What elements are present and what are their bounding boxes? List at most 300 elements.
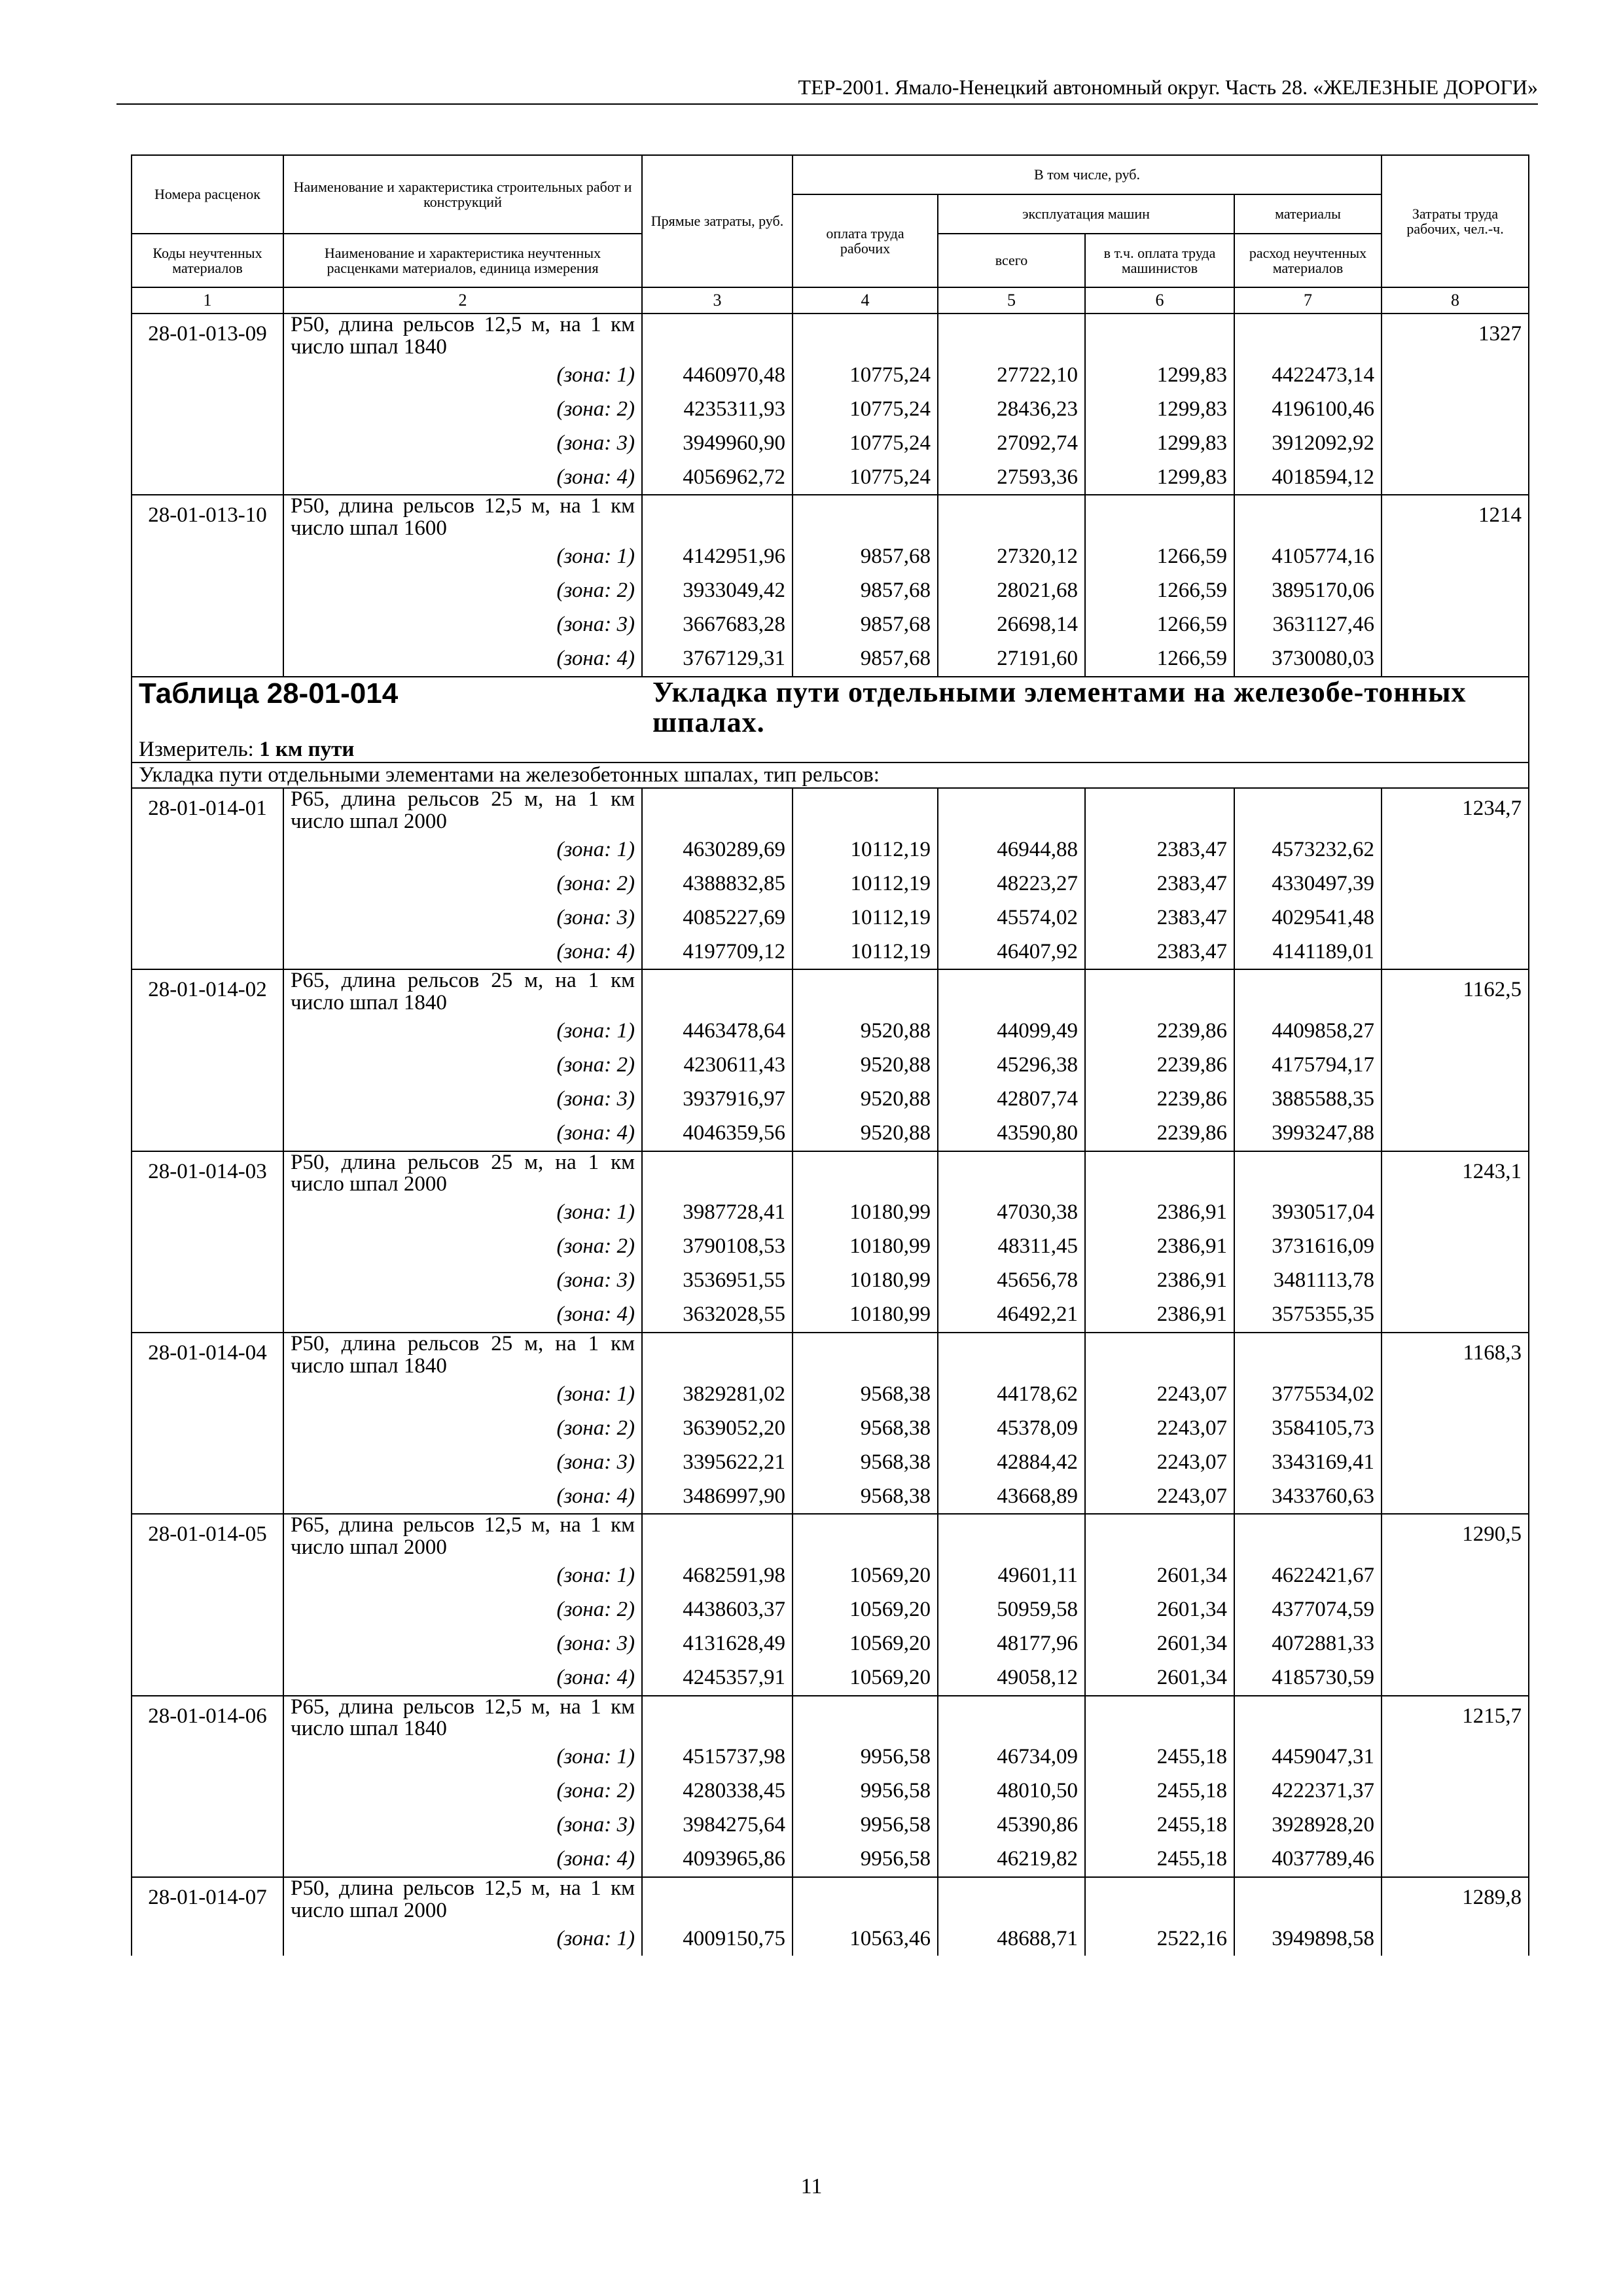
zone-row xyxy=(132,867,1529,901)
worker-pay: 9520,88 xyxy=(793,1117,938,1151)
zone-row xyxy=(132,460,1529,495)
zone-row xyxy=(132,1774,1529,1808)
machines-total: 49058,12 xyxy=(938,1661,1085,1696)
empty-cell xyxy=(938,1333,1085,1377)
empty-cell xyxy=(793,1696,938,1740)
empty-cell xyxy=(132,642,283,677)
machines-total: 48177,96 xyxy=(938,1627,1085,1661)
rate-header-row xyxy=(132,1514,1529,1558)
col-number: 4 xyxy=(793,287,938,314)
direct-cost: 3395622,21 xyxy=(642,1445,793,1479)
zone-row xyxy=(132,426,1529,460)
zone-row xyxy=(132,1445,1529,1479)
rate-title: Р50, длина рельсов 12,5 м, на 1 км число шпал 1840 xyxy=(283,314,642,358)
worker-pay: 10775,24 xyxy=(793,426,938,460)
zone-row xyxy=(132,1264,1529,1298)
direct-cost: 4388832,85 xyxy=(642,867,793,901)
rate-title: Р50, длина рельсов 25 м, на 1 км число шпал 2000 xyxy=(283,1151,642,1196)
table-caption: Укладка пути отдельными элементами на железобе-тонных шпалах. xyxy=(652,675,1467,738)
empty-cell xyxy=(132,867,283,901)
operator-pay: 1266,59 xyxy=(1085,574,1234,608)
worker-pay: 9568,38 xyxy=(793,1445,938,1479)
zone-label: (зона: 1) xyxy=(283,1377,642,1411)
col-number: 8 xyxy=(1382,287,1529,314)
empty-cell xyxy=(938,314,1085,358)
empty-cell xyxy=(132,1049,283,1083)
operator-pay: 2239,86 xyxy=(1085,1083,1234,1117)
empty-cell xyxy=(642,1696,793,1740)
machines-total: 28436,23 xyxy=(938,392,1085,426)
empty-cell xyxy=(132,1842,283,1877)
col-number: 3 xyxy=(642,287,793,314)
machines-total: 50959,58 xyxy=(938,1593,1085,1627)
zone-label: (зона: 4) xyxy=(283,1117,642,1151)
zone-label: (зона: 2) xyxy=(283,867,642,901)
materials-cost: 3993247,88 xyxy=(1234,1117,1382,1151)
col-header-machines: эксплуатация машин xyxy=(938,194,1234,234)
empty-cell xyxy=(1382,358,1529,392)
worker-pay: 9857,68 xyxy=(793,642,938,677)
zone-row xyxy=(132,1479,1529,1514)
direct-cost: 3933049,42 xyxy=(642,574,793,608)
operator-pay: 2243,07 xyxy=(1085,1479,1234,1514)
empty-cell xyxy=(1382,1627,1529,1661)
empty-cell xyxy=(1382,1196,1529,1230)
worker-pay: 10563,46 xyxy=(793,1922,938,1956)
materials-cost: 4141189,01 xyxy=(1234,935,1382,969)
rate-header-row xyxy=(132,1151,1529,1196)
zone-row xyxy=(132,608,1529,642)
empty-cell xyxy=(793,1514,938,1558)
direct-cost: 3639052,20 xyxy=(642,1411,793,1445)
col-header-group: В том числе, руб. xyxy=(793,155,1382,194)
machines-total: 27092,74 xyxy=(938,426,1085,460)
machines-total: 28021,68 xyxy=(938,574,1085,608)
operator-pay: 2601,34 xyxy=(1085,1627,1234,1661)
empty-cell xyxy=(938,788,1085,833)
rates-table xyxy=(131,154,1529,1956)
rate-header-row xyxy=(132,1333,1529,1377)
operator-pay: 2601,34 xyxy=(1085,1661,1234,1696)
zone-label: (зона: 1) xyxy=(283,833,642,867)
empty-cell xyxy=(132,833,283,867)
empty-cell xyxy=(642,788,793,833)
worker-pay: 9956,58 xyxy=(793,1808,938,1842)
operator-pay: 2243,07 xyxy=(1085,1445,1234,1479)
worker-pay: 10180,99 xyxy=(793,1230,938,1264)
direct-cost: 4197709,12 xyxy=(642,935,793,969)
rate-title: Р50, длина рельсов 25 м, на 1 км число шпал 1840 xyxy=(283,1333,642,1377)
machines-total: 42807,74 xyxy=(938,1083,1085,1117)
zone-label: (зона: 2) xyxy=(283,574,642,608)
empty-cell xyxy=(793,314,938,358)
operator-pay: 2386,91 xyxy=(1085,1230,1234,1264)
rate-code: 28-01-013-10 xyxy=(132,495,283,539)
empty-cell xyxy=(1085,1877,1234,1922)
empty-cell xyxy=(938,1514,1085,1558)
empty-cell xyxy=(132,1445,283,1479)
materials-cost: 4175794,17 xyxy=(1234,1049,1382,1083)
empty-cell xyxy=(938,1696,1085,1740)
col-header-material-codes: Коды неучтенных материалов xyxy=(132,234,283,287)
rate-header-row xyxy=(132,1877,1529,1922)
machines-total: 46219,82 xyxy=(938,1842,1085,1877)
materials-cost: 3731616,09 xyxy=(1234,1230,1382,1264)
labor-cost: 1234,7 xyxy=(1382,788,1529,833)
zone-label: (зона: 4) xyxy=(283,935,642,969)
empty-cell xyxy=(132,1559,283,1593)
rate-title: Р50, длина рельсов 12,5 м, на 1 км число шпал 1600 xyxy=(283,495,642,539)
empty-cell xyxy=(1085,1151,1234,1196)
machines-total: 47030,38 xyxy=(938,1196,1085,1230)
operator-pay: 1299,83 xyxy=(1085,392,1234,426)
worker-pay: 9857,68 xyxy=(793,574,938,608)
rate-header-row xyxy=(132,314,1529,358)
machines-total: 44178,62 xyxy=(938,1377,1085,1411)
direct-cost: 4085227,69 xyxy=(642,901,793,935)
materials-cost: 4622421,67 xyxy=(1234,1559,1382,1593)
operator-pay: 2239,86 xyxy=(1085,1117,1234,1151)
zone-label: (зона: 1) xyxy=(283,1559,642,1593)
empty-cell xyxy=(1234,495,1382,539)
empty-cell xyxy=(1085,788,1234,833)
worker-pay: 10180,99 xyxy=(793,1298,938,1333)
col-header-materials: материалы xyxy=(1234,194,1382,234)
rate-code: 28-01-014-05 xyxy=(132,1514,283,1558)
empty-cell xyxy=(1382,1049,1529,1083)
labor-cost: 1243,1 xyxy=(1382,1151,1529,1196)
zone-row xyxy=(132,935,1529,969)
empty-cell xyxy=(1085,495,1234,539)
materials-cost: 3775534,02 xyxy=(1234,1377,1382,1411)
empty-cell xyxy=(132,1411,283,1445)
operator-pay: 2455,18 xyxy=(1085,1808,1234,1842)
zone-row xyxy=(132,1411,1529,1445)
empty-cell xyxy=(132,540,283,574)
machines-total: 48688,71 xyxy=(938,1922,1085,1956)
operator-pay: 2386,91 xyxy=(1085,1196,1234,1230)
materials-cost: 4072881,33 xyxy=(1234,1627,1382,1661)
col-number: 2 xyxy=(283,287,642,314)
empty-cell xyxy=(1382,608,1529,642)
operator-pay: 2522,16 xyxy=(1085,1922,1234,1956)
machines-total: 48223,27 xyxy=(938,867,1085,901)
zone-row xyxy=(132,1808,1529,1842)
rate-code: 28-01-014-02 xyxy=(132,969,283,1014)
empty-cell xyxy=(1382,1117,1529,1151)
empty-cell xyxy=(938,969,1085,1014)
col-header-direct-costs: Прямые затраты, руб. xyxy=(642,155,793,287)
zone-row xyxy=(132,1377,1529,1411)
col-header-material-usage: расход неучтенных материалов xyxy=(1234,234,1382,287)
zone-row xyxy=(132,1014,1529,1049)
empty-cell xyxy=(1234,1877,1382,1922)
empty-cell xyxy=(938,1877,1085,1922)
labor-cost: 1289,8 xyxy=(1382,1877,1529,1922)
empty-cell xyxy=(1234,1151,1382,1196)
empty-cell xyxy=(1382,460,1529,495)
rate-code: 28-01-014-03 xyxy=(132,1151,283,1196)
zone-row xyxy=(132,1740,1529,1774)
machines-total: 27593,36 xyxy=(938,460,1085,495)
worker-pay: 9568,38 xyxy=(793,1377,938,1411)
zone-label: (зона: 2) xyxy=(283,1049,642,1083)
labor-cost: 1168,3 xyxy=(1382,1333,1529,1377)
empty-cell xyxy=(1085,1514,1234,1558)
operator-pay: 2383,47 xyxy=(1085,935,1234,969)
zone-label: (зона: 1) xyxy=(283,1740,642,1774)
worker-pay: 10180,99 xyxy=(793,1196,938,1230)
empty-cell xyxy=(642,1877,793,1922)
worker-pay: 9520,88 xyxy=(793,1049,938,1083)
empty-cell xyxy=(1382,901,1529,935)
operator-pay: 2239,86 xyxy=(1085,1049,1234,1083)
worker-pay: 9956,58 xyxy=(793,1740,938,1774)
worker-pay: 10775,24 xyxy=(793,460,938,495)
worker-pay: 10112,19 xyxy=(793,935,938,969)
col-header-labor-costs: Затраты труда рабочих, чел.-ч. xyxy=(1382,155,1529,287)
zone-label: (зона: 4) xyxy=(283,1298,642,1333)
materials-cost: 3481113,78 xyxy=(1234,1264,1382,1298)
operator-pay: 2601,34 xyxy=(1085,1593,1234,1627)
zone-label: (зона: 1) xyxy=(283,1014,642,1049)
machines-total: 44099,49 xyxy=(938,1014,1085,1049)
materials-cost: 4422473,14 xyxy=(1234,358,1382,392)
direct-cost: 3949960,90 xyxy=(642,426,793,460)
rate-title: Р50, длина рельсов 12,5 м, на 1 км число шпал 2000 xyxy=(283,1877,642,1922)
zone-row xyxy=(132,1593,1529,1627)
materials-cost: 4330497,39 xyxy=(1234,867,1382,901)
empty-cell xyxy=(642,1514,793,1558)
empty-cell xyxy=(1382,1230,1529,1264)
direct-cost: 4460970,48 xyxy=(642,358,793,392)
operator-pay: 2455,18 xyxy=(1085,1740,1234,1774)
worker-pay: 10112,19 xyxy=(793,901,938,935)
zone-row xyxy=(132,1117,1529,1151)
operator-pay: 1266,59 xyxy=(1085,642,1234,677)
worker-pay: 10569,20 xyxy=(793,1593,938,1627)
empty-cell xyxy=(1234,1514,1382,1558)
zone-row xyxy=(132,540,1529,574)
zone-label: (зона: 3) xyxy=(283,426,642,460)
rate-header-row xyxy=(132,788,1529,833)
direct-cost: 4056962,72 xyxy=(642,460,793,495)
empty-cell xyxy=(1382,1922,1529,1956)
zone-row xyxy=(132,1230,1529,1264)
empty-cell xyxy=(132,935,283,969)
rate-header-row xyxy=(132,969,1529,1014)
empty-cell xyxy=(1382,867,1529,901)
direct-cost: 4245357,91 xyxy=(642,1661,793,1696)
materials-cost: 4037789,46 xyxy=(1234,1842,1382,1877)
operator-pay: 1266,59 xyxy=(1085,608,1234,642)
machines-total: 26698,14 xyxy=(938,608,1085,642)
empty-cell xyxy=(1382,935,1529,969)
zone-row xyxy=(132,642,1529,677)
empty-cell xyxy=(642,1333,793,1377)
operator-pay: 2383,47 xyxy=(1085,867,1234,901)
col-number: 5 xyxy=(938,287,1085,314)
empty-cell xyxy=(642,314,793,358)
zone-label: (зона: 3) xyxy=(283,1083,642,1117)
worker-pay: 9520,88 xyxy=(793,1083,938,1117)
zone-row xyxy=(132,392,1529,426)
zone-row xyxy=(132,901,1529,935)
worker-pay: 9520,88 xyxy=(793,1014,938,1049)
zone-row xyxy=(132,574,1529,608)
machines-total: 46407,92 xyxy=(938,935,1085,969)
empty-cell xyxy=(793,495,938,539)
empty-cell xyxy=(132,1230,283,1264)
zone-label: (зона: 3) xyxy=(283,1445,642,1479)
operator-pay: 2455,18 xyxy=(1085,1774,1234,1808)
empty-cell xyxy=(642,495,793,539)
empty-cell xyxy=(132,1479,283,1514)
zone-label: (зона: 2) xyxy=(283,1411,642,1445)
materials-cost: 3575355,35 xyxy=(1234,1298,1382,1333)
direct-cost: 3984275,64 xyxy=(642,1808,793,1842)
machines-total: 46734,09 xyxy=(938,1740,1085,1774)
direct-cost: 3790108,53 xyxy=(642,1230,793,1264)
operator-pay: 2601,34 xyxy=(1085,1559,1234,1593)
zone-label: (зона: 4) xyxy=(283,1479,642,1514)
empty-cell xyxy=(1382,392,1529,426)
empty-cell xyxy=(793,969,938,1014)
worker-pay: 9857,68 xyxy=(793,608,938,642)
materials-cost: 3885588,35 xyxy=(1234,1083,1382,1117)
empty-cell xyxy=(1382,1298,1529,1333)
empty-cell xyxy=(132,1117,283,1151)
machines-total: 45574,02 xyxy=(938,901,1085,935)
col-number: 1 xyxy=(132,287,283,314)
empty-cell xyxy=(132,1774,283,1808)
empty-cell xyxy=(1085,1696,1234,1740)
empty-cell xyxy=(1382,1014,1529,1049)
operator-pay: 2386,91 xyxy=(1085,1264,1234,1298)
worker-pay: 9956,58 xyxy=(793,1774,938,1808)
empty-cell xyxy=(1382,1411,1529,1445)
worker-pay: 9956,58 xyxy=(793,1842,938,1877)
rate-code: 28-01-014-07 xyxy=(132,1877,283,1922)
empty-cell xyxy=(132,1627,283,1661)
materials-cost: 3928928,20 xyxy=(1234,1808,1382,1842)
materials-cost: 3584105,73 xyxy=(1234,1411,1382,1445)
materials-cost: 3730080,03 xyxy=(1234,642,1382,677)
operator-pay: 2383,47 xyxy=(1085,833,1234,867)
zone-label: (зона: 2) xyxy=(283,1230,642,1264)
worker-pay: 10775,24 xyxy=(793,392,938,426)
empty-cell xyxy=(1382,1740,1529,1774)
labor-cost: 1327 xyxy=(1382,314,1529,358)
worker-pay: 10112,19 xyxy=(793,833,938,867)
direct-cost: 3667683,28 xyxy=(642,608,793,642)
empty-cell xyxy=(132,426,283,460)
empty-cell xyxy=(642,1151,793,1196)
zone-label: (зона: 4) xyxy=(283,1842,642,1877)
machines-total: 46944,88 xyxy=(938,833,1085,867)
empty-cell xyxy=(132,574,283,608)
operator-pay: 1299,83 xyxy=(1085,426,1234,460)
operator-pay: 2243,07 xyxy=(1085,1411,1234,1445)
zone-row xyxy=(132,1049,1529,1083)
operator-pay: 1299,83 xyxy=(1085,460,1234,495)
col-number: 7 xyxy=(1234,287,1382,314)
empty-cell xyxy=(1382,1445,1529,1479)
rate-header-row xyxy=(132,1696,1529,1740)
empty-cell xyxy=(132,460,283,495)
empty-cell xyxy=(1382,642,1529,677)
empty-cell xyxy=(938,495,1085,539)
worker-pay: 10569,20 xyxy=(793,1661,938,1696)
empty-cell xyxy=(1382,1808,1529,1842)
materials-cost: 4185730,59 xyxy=(1234,1661,1382,1696)
materials-cost: 4573232,62 xyxy=(1234,833,1382,867)
col-header-worker-pay: оплата труда рабочих xyxy=(793,194,938,287)
machines-total: 48311,45 xyxy=(938,1230,1085,1264)
direct-cost: 4280338,45 xyxy=(642,1774,793,1808)
direct-cost: 3486997,90 xyxy=(642,1479,793,1514)
materials-cost: 3343169,41 xyxy=(1234,1445,1382,1479)
direct-cost: 3632028,55 xyxy=(642,1298,793,1333)
materials-cost: 4105774,16 xyxy=(1234,540,1382,574)
empty-cell xyxy=(132,1740,283,1774)
zone-label: (зона: 3) xyxy=(283,901,642,935)
empty-cell xyxy=(1382,1479,1529,1514)
operator-pay: 1299,83 xyxy=(1085,358,1234,392)
machines-total: 45656,78 xyxy=(938,1264,1085,1298)
empty-cell xyxy=(132,392,283,426)
empty-cell xyxy=(1234,1696,1382,1740)
meter-row xyxy=(132,738,1529,762)
machines-total: 27191,60 xyxy=(938,642,1085,677)
zone-label: (зона: 1) xyxy=(283,1196,642,1230)
zone-label: (зона: 2) xyxy=(283,1593,642,1627)
zone-label: (зона: 1) xyxy=(283,358,642,392)
rate-code: 28-01-014-04 xyxy=(132,1333,283,1377)
operator-pay: 1266,59 xyxy=(1085,540,1234,574)
materials-cost: 3930517,04 xyxy=(1234,1196,1382,1230)
direct-cost: 4131628,49 xyxy=(642,1627,793,1661)
machines-total: 48010,50 xyxy=(938,1774,1085,1808)
machines-total: 27320,12 xyxy=(938,540,1085,574)
zone-label: (зона: 3) xyxy=(283,1264,642,1298)
operator-pay: 2455,18 xyxy=(1085,1842,1234,1877)
machines-total: 27722,10 xyxy=(938,358,1085,392)
empty-cell xyxy=(132,1661,283,1696)
direct-cost: 4093965,86 xyxy=(642,1842,793,1877)
meter-label: Измеритель: xyxy=(139,738,254,761)
empty-cell xyxy=(132,608,283,642)
empty-cell xyxy=(132,1298,283,1333)
worker-pay: 10569,20 xyxy=(793,1627,938,1661)
empty-cell xyxy=(132,1922,283,1956)
machines-total: 42884,42 xyxy=(938,1445,1085,1479)
direct-cost: 3987728,41 xyxy=(642,1196,793,1230)
zone-row xyxy=(132,1083,1529,1117)
empty-cell xyxy=(1382,833,1529,867)
col-header-material-names: Наименование и характеристика неучтенных расценками материалов, единица измерения xyxy=(283,234,642,287)
materials-cost: 4196100,46 xyxy=(1234,392,1382,426)
direct-cost: 4630289,69 xyxy=(642,833,793,867)
rate-header-row xyxy=(132,495,1529,539)
materials-cost: 4377074,59 xyxy=(1234,1593,1382,1627)
worker-pay: 10775,24 xyxy=(793,358,938,392)
empty-cell xyxy=(1085,314,1234,358)
empty-cell xyxy=(793,1333,938,1377)
worker-pay: 9568,38 xyxy=(793,1411,938,1445)
zone-label: (зона: 4) xyxy=(283,460,642,495)
zone-label: (зона: 2) xyxy=(283,1774,642,1808)
